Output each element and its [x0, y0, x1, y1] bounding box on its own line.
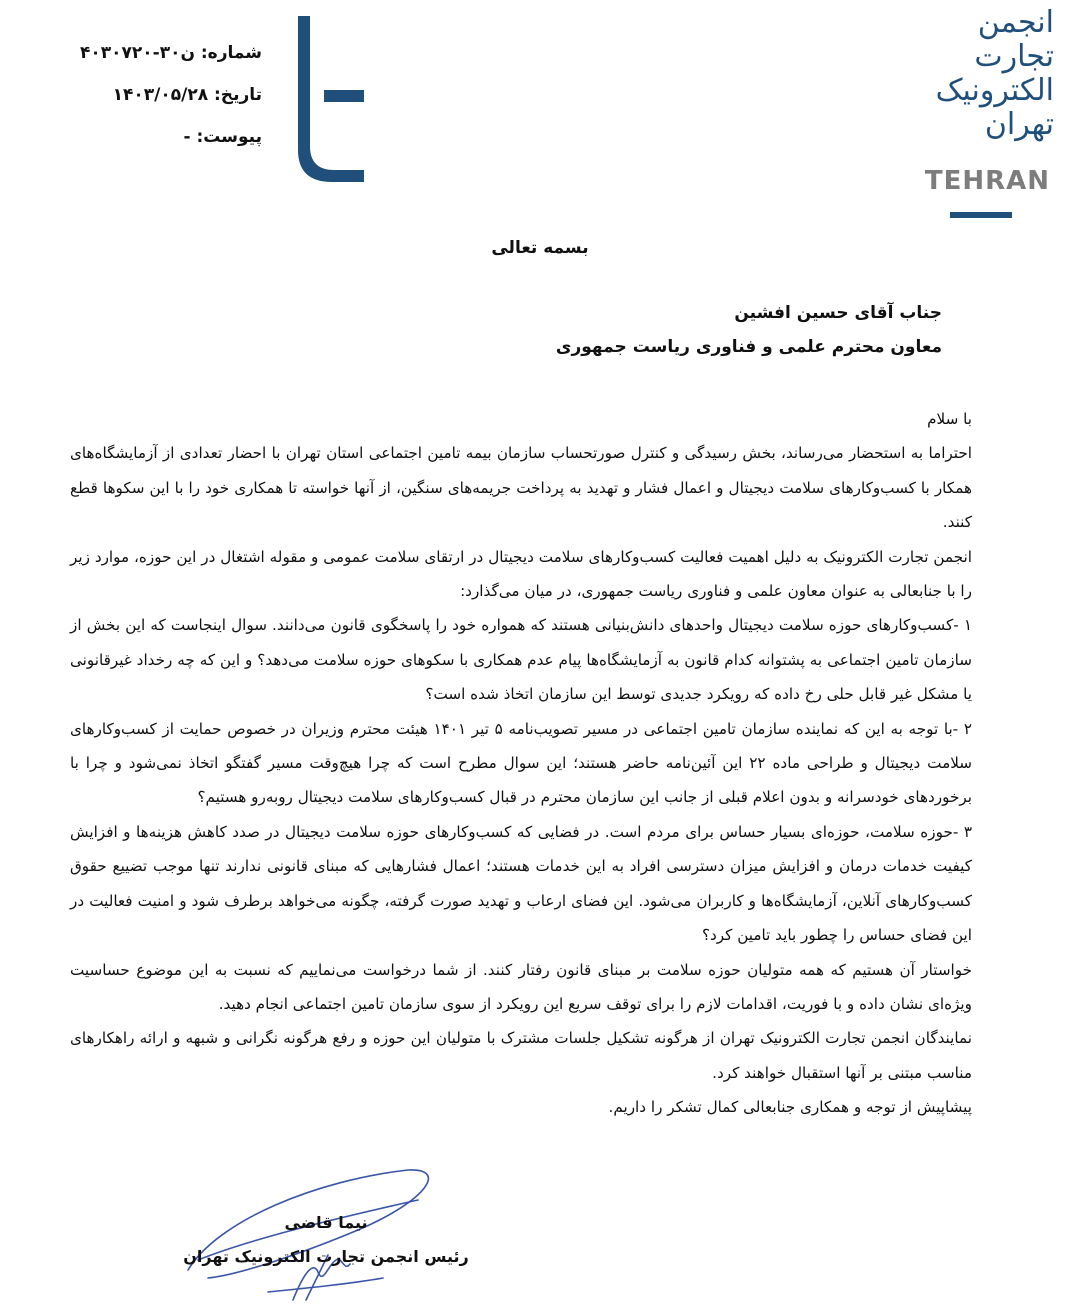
logo-line: تجارت: [974, 39, 1054, 74]
recipient-block: [556, 296, 942, 364]
letter-number: شماره: ن۳۰-۴۰۳۰۷۲۰: [79, 43, 262, 63]
body-paragraph: خواستار آن هستیم که همه متولیان حوزه سلامت بر مبنای قانون رفتار کنند. از شما درخواست می‌نماییم که نسبت به این موضوع حساسیت ویژه‌ای نشان داده و با فوریت، اقدامات لازم را برای توقف سریع این رویکرد از سوی سازمان تامین اجتماعی انجام دهید.: [70, 960, 972, 1013]
body-paragraph: انجمن تجارت الکترونیک به دلیل اهمیت فعالیت کسب‌وکارهای سلامت دیجیتال در ارتقای سلامت عمومی و مقوله اشتغال در این حوزه، موارد زیر را با جنابعالی به عنوان معاون علمی و فناوری ریاست جمهوری، در میان می‌گذارد:: [70, 547, 972, 601]
body-paragraph: نمایندگان انجمن تجارت الکترونیک تهران از هرگونه تشکیل جلسات مشترک با متولیان این حوزه و رفع هرگونه نگرانی و شبهه و ارائه راهکارهای مناسب مبتنی بر آنها استقبال خواهند کرد.: [70, 1029, 972, 1082]
logo-latin-text: TEHRAN: [924, 166, 1050, 196]
body-paragraph: پیشاپیش از توجه و همکاری جنابعالی کمال تشکر را داریم.: [608, 1098, 972, 1117]
letter-meta: [72, 32, 262, 158]
body-paragraph: ۳ -حوزه سلامت، حوزه‌ای بسیار حساس برای مردم است. در فضایی که کسب‌وکارهای حوزه سلامت دیجیتال در صدد کاهش هزینه‌ها و افزایش کیفیت خدمات درمان و افزایش میزان دسترسی افراد به این خدمات هستند؛ اعمال فشارهایی که مبنای قانونی ندارند تنها موجب تضییع حقوق کسب‌وکارهای آنلاین، آزمایشگاه‌ها و کاربران می‌شود. این فضای ارعاب و تهدید صورت گرفته، چگونه می‌خواهد برطرف شود و امنیت فعالیت در این فضای حساس را چطور باید تامین کرد؟: [70, 822, 972, 945]
signatory-name: نیما قاضی: [284, 1213, 368, 1232]
body-paragraph: ۲ -با توجه به این که نماینده سازمان تامین اجتماعی در مسیر تصویب‌نامه ۵ تیر ۱۴۰۱ هیئت محترم وزیران در خصوص حمایت از کسب‌وکارهای سلامت دیجیتال و طراحی ماده ۲۲ این آئین‌نامه حاضر هستند؛ این سوال مطرح است که چرا هیچ‌وقت مسیر گفتگو اتخاذ نمی‌شود و چرا با برخوردهای خودسرانه و بدون اعلام قبلی از جانب این سازمان محترم در قبال کسب‌وکارهای سلامت دیجیتال روبه‌رو هستیم؟: [70, 719, 973, 807]
body-paragraph: احتراما به استحضار می‌رساند، بخش رسیدگی و کنترل صورتحساب سازمان بیمه تامین اجتماعی استان تهران با احضار تعدادی از آزمایشگاه‌های همکار با کسب‌وکارهای سلامت دیجیتال و اعمال فشار و تهدید به پرداخت جریمه‌های سنگین، از آنها خواسته تا همکاری خود را با این سکوها قطع کنند.: [70, 444, 972, 532]
e-logo-icon: [288, 10, 368, 190]
signature-block: [176, 1206, 476, 1274]
logo-line: الکترونیک: [935, 73, 1054, 108]
logo-line: انجمن: [977, 5, 1054, 40]
recipient-position: معاون محترم علمی و فناوری ریاست جمهوری: [555, 337, 942, 357]
body-paragraph: ۱ -کسب‌وکارهای حوزه سلامت دیجیتال واحدهای دانش‌بنیانی هستند که همواره خود را پاسخگوی قانون می‌دانند. سوال اینجاست که این بخش از سازمان تامین اجتماعی به پشتوانه کدام قانون به آزمایشگاه‌ها پیام عدم همکاری با سکوهای حوزه سلامت می‌دهد؟ و این که چه رخداد غیرقانونی یا مشکل غیر قابل حلی رخ داده که رویکرد جدیدی توسط این سازمان اتخاذ شده است؟: [70, 616, 972, 704]
organization-logo: [904, 6, 1054, 142]
letter-title: بسمه تعالی: [491, 238, 589, 258]
logo-line: تهران: [984, 107, 1054, 142]
letter-attachment: پیوست: -: [183, 127, 262, 147]
signatory-title: رئیس انجمن تجارت الکترونیک تهران: [183, 1247, 469, 1266]
recipient-name: جناب آقای حسین افشین: [734, 303, 942, 323]
greeting: با سلام: [927, 410, 972, 428]
letter-body: [70, 402, 972, 1125]
logo-underline: [950, 212, 1012, 218]
letter-date: تاریخ: ۱۴۰۳/۰۵/۲۸: [112, 85, 262, 105]
